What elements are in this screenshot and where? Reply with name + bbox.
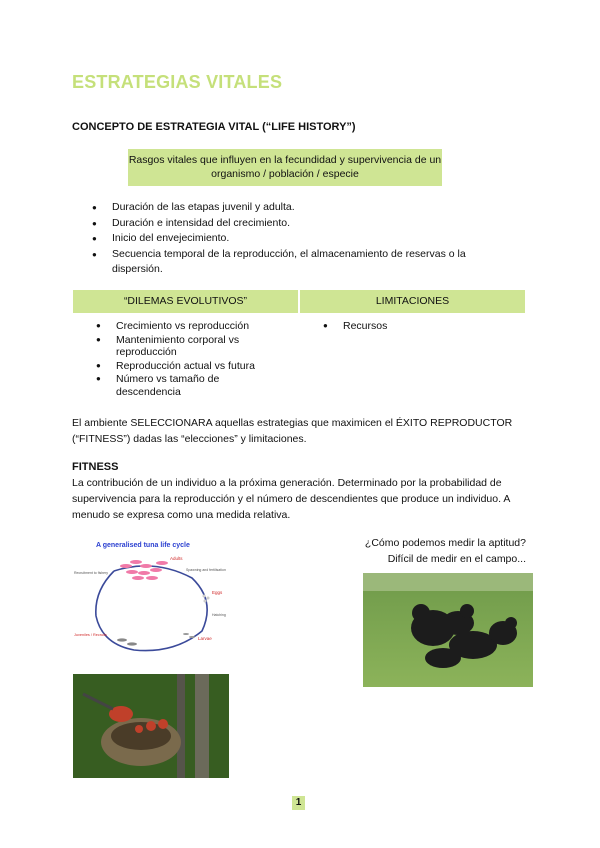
list-item: ● Número vs tamaño de descendencia: [96, 373, 276, 399]
traits-list: [92, 200, 512, 278]
environment-paragraph: El ambiente SELECCIONARA aquellas estrategias que maximicen el ÉXITO REPRODUCTOR (“FITNESS”) dadas las “elecciones” y limitaciones.: [72, 417, 513, 445]
label-hatching: Hatching: [212, 613, 226, 617]
label-larvae: Larvae: [198, 636, 212, 641]
question-line: ¿Cómo podemos medir la aptitud?: [364, 537, 526, 549]
label-juveniles: Juveniles / Recruits: [74, 633, 107, 637]
list-item: ● Mantenimiento corporal vs reproducción: [96, 334, 276, 360]
chimpanzee-photo: [363, 573, 533, 687]
label-spawning: Spawning and fertilisation: [186, 568, 226, 572]
limitations-list: [323, 320, 503, 333]
list-item: ● Inicio del envejecimiento.: [92, 231, 512, 247]
page-title: ESTRATEGIAS VITALES: [72, 72, 283, 92]
list-item: ● Recursos: [323, 320, 503, 333]
bird-nest-photo: [73, 674, 229, 778]
label-eggs: Eggs: [212, 590, 223, 595]
fitness-heading: FITNESS: [72, 461, 119, 473]
dilemmas-list: [96, 320, 276, 399]
tuna-life-cycle-diagram: [74, 536, 234, 662]
diagram-title: A generalised tuna life cycle: [96, 542, 190, 549]
fitness-question: [300, 535, 526, 567]
label-adults: Adults: [170, 556, 183, 561]
question-line: Difícil de medir en el campo...: [387, 553, 526, 565]
adult-tuna-school: [120, 560, 168, 580]
list-item: ● Reproducción actual vs futura: [96, 360, 276, 374]
larvae: [183, 633, 195, 638]
table-header-dilemmas: “DILEMAS EVOLUTIVOS”: [73, 290, 298, 313]
definition-box: Rasgos vitales que influyen en la fecundidad y supervivencia de un organismo / población / especie: [128, 149, 442, 186]
list-item: ● Duración de las etapas juvenil y adulta.: [92, 200, 512, 216]
list-item: ● Crecimiento vs reproducción: [96, 320, 276, 334]
fitness-definition: La contribución de un individuo a la próxima generación. Determinado por la probabilidad de supervivencia para la reproducción y el número de descendientes que produce un individuo. A menudo se expresa como una medida relativa.: [72, 477, 510, 521]
juveniles: [117, 638, 137, 645]
label-recruitment: Recruitment to fishery: [74, 571, 109, 575]
table-header-limitations: LIMITACIONES: [300, 290, 525, 313]
list-item: ● Secuencia temporal de la reproducción, el almacenamiento de reservas o la dispersión.: [92, 247, 512, 278]
concept-heading: CONCEPTO DE ESTRATEGIA VITAL (“LIFE HISTORY”): [72, 121, 356, 133]
list-item: ● Duración e intensidad del crecimiento.: [92, 216, 512, 232]
page-number: 1: [292, 796, 305, 810]
